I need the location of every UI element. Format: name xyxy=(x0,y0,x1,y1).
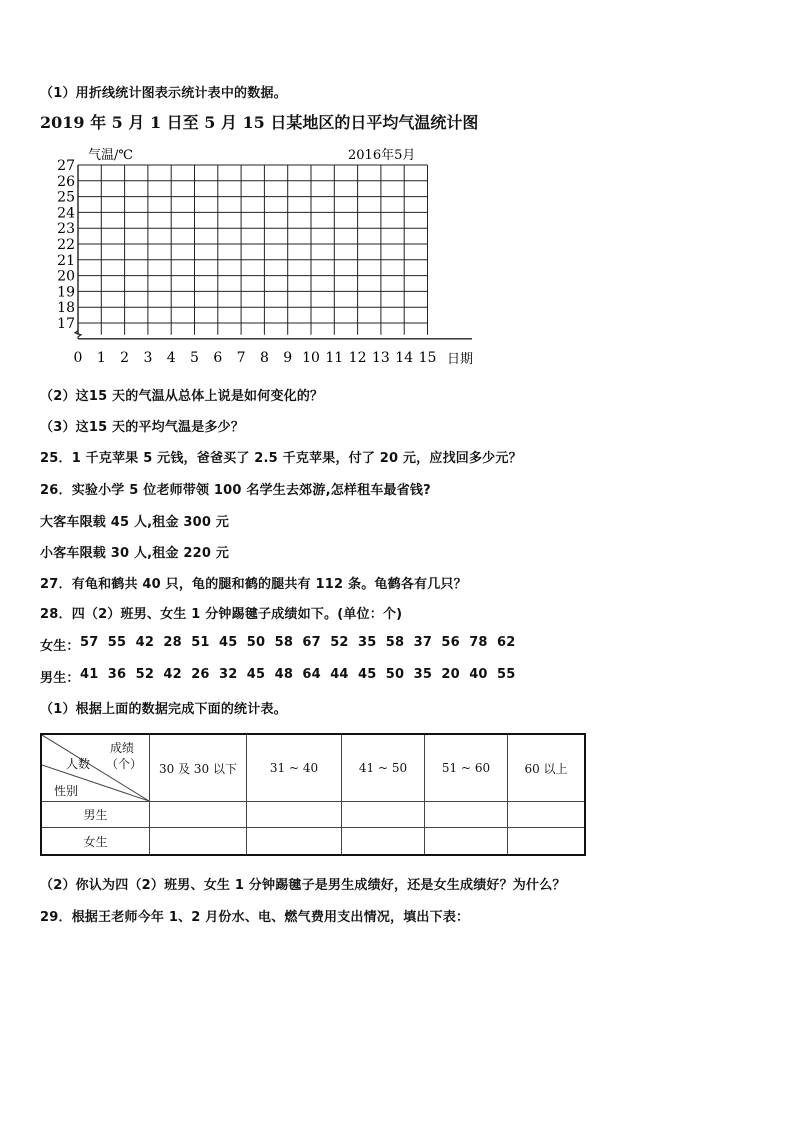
y-tick-label: 27 xyxy=(57,158,75,174)
stats-table xyxy=(40,733,586,856)
y-tick-label: 26 xyxy=(57,173,75,190)
y-tick-label: 18 xyxy=(57,300,75,317)
girl-score: 28 xyxy=(163,635,182,650)
girl-score: 51 xyxy=(191,635,210,650)
girl-score: 52 xyxy=(330,635,349,650)
answer-cell[interactable] xyxy=(247,802,342,828)
x-tick-label: 4 xyxy=(166,349,176,366)
corner-gender-label: 性别 xyxy=(54,784,79,798)
answer-cell[interactable] xyxy=(425,828,508,855)
q24-part2: （2）这15 天的气温从总体上说是如何变化的？ xyxy=(40,389,324,404)
x-tick-labels xyxy=(74,350,437,366)
girl-score: 42 xyxy=(135,635,155,650)
q26-big-bus: 大客车限载 45 人,租金 300 元 xyxy=(40,515,230,530)
girl-score: 55 xyxy=(107,635,127,650)
x-tick-label: 5 xyxy=(190,349,199,366)
y-tick-label: 19 xyxy=(57,284,75,301)
y-tick-label: 22 xyxy=(57,237,75,253)
girl-score: 78 xyxy=(469,635,488,650)
x-tick-label: 14 xyxy=(395,349,414,366)
x-tick-label: 8 xyxy=(259,349,269,366)
boy-score: 20 xyxy=(441,667,460,682)
girl-score: 37 xyxy=(413,635,433,650)
q24-part3: （3）这15 天的平均气温是多少？ xyxy=(40,420,245,435)
answer-cell[interactable] xyxy=(342,828,425,855)
q28-part1: （1）根据上面的数据完成下面的统计表。 xyxy=(40,702,287,717)
q28-part2: （2）你认为四（2）班男、女生 1 分钟踢毽子是男生成绩好，还是女生成绩好？为什么？ xyxy=(40,878,566,893)
header-cell: 31 ~ 40 xyxy=(247,734,342,802)
x-axis-label: 日期 xyxy=(447,352,474,367)
girl-score: 50 xyxy=(246,635,266,650)
girl-score: 35 xyxy=(358,635,377,650)
girl-score: 67 xyxy=(302,635,321,650)
x-tick-label: 13 xyxy=(371,349,390,366)
girl-score: 58 xyxy=(274,635,294,650)
x-tick-label: 12 xyxy=(348,349,367,366)
boys-label: 男生： xyxy=(40,671,80,686)
y-tick-label: 20 xyxy=(57,268,75,285)
q26: 26．实验小学 5 位老师带领 100 名学生去郊游,怎样租车最省钱? xyxy=(40,483,431,498)
y-axis-label: 气温/℃ xyxy=(88,148,133,163)
girl-score: 62 xyxy=(497,635,516,650)
q26-small-bus: 小客车限载 30 人,租金 220 元 xyxy=(40,546,230,561)
x-tick-label: 10 xyxy=(302,349,320,366)
x-tick-label: 9 xyxy=(283,349,293,366)
q24-part1: （1）用折线统计图表示统计表中的数据。 xyxy=(40,86,287,101)
corner-count-label: 人数 xyxy=(66,757,91,771)
answer-cell[interactable] xyxy=(342,802,425,828)
header-cell: 51 ~ 60 xyxy=(425,734,508,802)
y-tick-labels xyxy=(57,158,75,332)
chart-grid xyxy=(78,165,428,335)
x-tick-label: 15 xyxy=(418,349,437,366)
x-tick-label: 6 xyxy=(213,349,223,366)
boy-score: 41 xyxy=(80,667,99,682)
x-tick-label: 1 xyxy=(96,349,106,366)
boy-score: 44 xyxy=(330,667,349,682)
y-tick-label: 21 xyxy=(57,252,75,269)
boy-score: 45 xyxy=(246,667,266,682)
header-cell: 41 ~ 50 xyxy=(342,734,425,802)
boy-score: 55 xyxy=(497,667,516,682)
y-tick-label: 24 xyxy=(57,205,75,222)
answer-cell[interactable] xyxy=(247,828,342,855)
girl-score: 45 xyxy=(219,635,238,650)
answer-cell[interactable] xyxy=(150,828,247,855)
chart-title: 2019 年 5 月 1 日至 5 月 15 日某地区的日平均气温统计图 xyxy=(40,113,479,132)
x-tick-label: 0 xyxy=(73,349,83,366)
boy-score: 32 xyxy=(219,667,238,682)
header-cell: 60 以上 xyxy=(508,734,586,802)
y-tick-label: 23 xyxy=(57,221,75,238)
girl-score: 58 xyxy=(385,635,405,650)
corner-score-label: 成绩 xyxy=(110,741,135,755)
boy-score: 50 xyxy=(385,667,405,682)
boy-score: 35 xyxy=(413,667,433,682)
temperature-line-chart xyxy=(40,140,490,375)
answer-cell[interactable] xyxy=(150,802,247,828)
q29: 29．根据王老师今年 1、2 月份水、电、燃气费用支出情况，填出下表： xyxy=(40,910,470,925)
date-note: 2016年5月 xyxy=(348,148,416,163)
header-cell: 30 及 30 以下 xyxy=(150,734,247,802)
chart-axes xyxy=(75,165,472,339)
x-tick-label: 2 xyxy=(120,349,130,366)
q28: 28．四（2）班男、女生 1 分钟踢毽子成绩如下。(单位：个) xyxy=(40,607,403,622)
q25: 25．1 千克苹果 5 元钱，爸爸买了 2.5 千克苹果，付了 20 元，应找回多少元？ xyxy=(40,451,522,466)
answer-cell[interactable] xyxy=(508,828,586,855)
boy-score: 40 xyxy=(469,667,488,682)
girl-score: 57 xyxy=(80,635,99,650)
row-label-boys: 男生 xyxy=(41,802,150,828)
y-tick-label: 25 xyxy=(57,189,75,206)
corner-unit-label: （个） xyxy=(106,757,143,771)
answer-cell[interactable] xyxy=(508,802,586,828)
boy-score: 48 xyxy=(274,667,294,682)
boy-score: 64 xyxy=(302,667,321,682)
boy-score: 45 xyxy=(358,667,377,682)
x-tick-label: 3 xyxy=(143,349,153,366)
table-corner-header xyxy=(41,734,150,802)
answer-cell[interactable] xyxy=(425,802,508,828)
x-tick-label: 11 xyxy=(325,349,344,366)
y-tick-label: 17 xyxy=(57,316,75,332)
boy-score: 26 xyxy=(191,667,210,682)
boy-score: 36 xyxy=(107,667,127,682)
girls-label: 女生： xyxy=(40,639,80,654)
boy-score: 52 xyxy=(135,667,155,682)
x-tick-label: 7 xyxy=(236,349,246,366)
q27: 27．有龟和鹤共 40 只，龟的腿和鹤的腿共有 112 条。龟鹤各有几只？ xyxy=(40,577,467,592)
girl-score: 56 xyxy=(441,635,460,650)
row-label-girls: 女生 xyxy=(41,828,150,855)
boy-score: 42 xyxy=(163,667,182,682)
